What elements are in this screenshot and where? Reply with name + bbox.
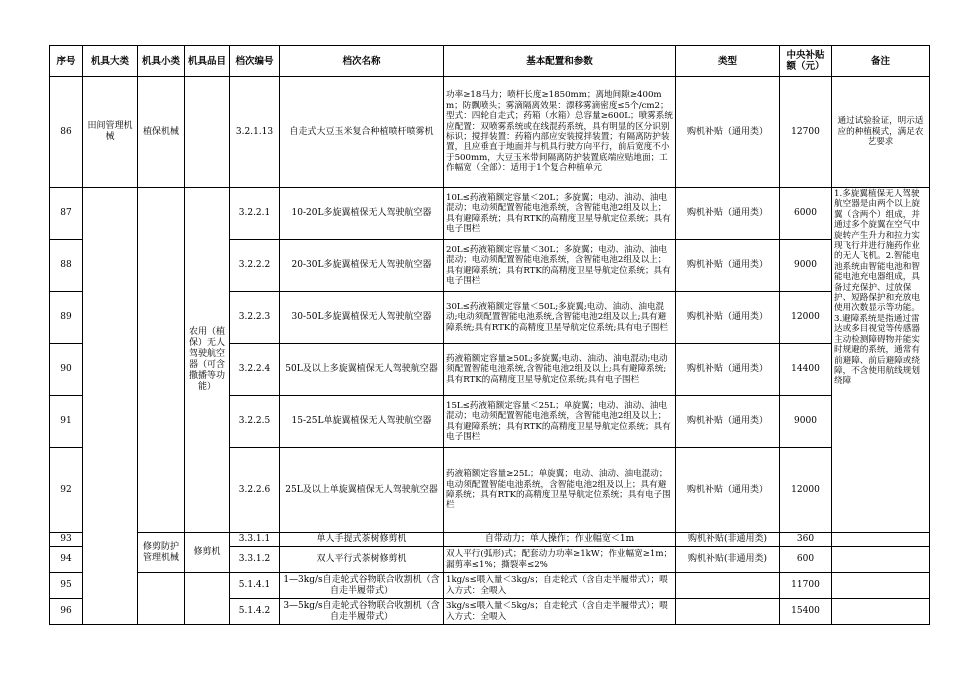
table-row [50,188,930,240]
row-name: 单人手提式茶树修剪机 [280,533,444,547]
header-item: 机具品目 [185,46,230,77]
row-params: 自带动力；单人操作；作业幅宽＜1m [444,533,676,547]
subsidy-table [49,45,930,625]
row-code: 3.2.2.6 [230,448,280,533]
row-code: 3.2.2.4 [230,344,280,396]
header-category-big: 机具大类 [83,46,138,77]
category-big-cell: 田间管理机械 [83,77,138,188]
row-subsidy: 6000 [780,188,832,240]
row-note-empty [832,573,930,599]
row-name: 10-20L多旋翼植保无人驾驶航空器 [280,188,444,240]
category-small-prune-cell: 修剪防护管理机械 [138,533,185,573]
row-code: 3.3.1.2 [230,547,280,573]
row-params: 双人平行(弧形)式；配套动力功率≥1kW；作业幅宽≥1m；漏剪率≤1%；撕裂率≤2% [444,547,676,573]
row-params: 药液箱额定容量≥50L;多旋翼;电动、油动、油电混动;电动须配置智能电池系统,含智能电池2组及以上;具有避障系统;具有RTK的高精度卫星导航定位系统;具有电子围栏 [444,344,676,396]
row-name: 3—5kg/s自走轮式谷物联合收割机（含自走半履带式） [280,599,444,625]
row-subsidy: 9000 [780,240,832,292]
row-note-empty [832,533,930,547]
header-name: 档次名称 [280,46,444,77]
row-code: 3.2.2.1 [230,188,280,240]
row-no: 86 [50,77,83,188]
row-subsidy: 600 [780,547,832,573]
row-type: 购机补贴（通用类） [676,188,780,240]
row-note: 通过试验验证，明示适应的种植模式，满足农艺要求 [832,77,930,188]
row-no: 88 [50,240,83,292]
header-params: 基本配置和参数 [444,46,676,77]
drone-note: 1.多旋翼植保无人驾驶航空器是由两个以上旋翼（含两个）组成，并通过多个旋翼在空气中旋转产生升力和拉力实现飞行并进行施药作业的无人飞机。2.智能电池系统由智能电池和智能电池充电器组成，具备过充保护、过放保护、短路保护和充放电使用次数显示等功能。3.避障系统是指通过雷达或多目视觉等传感器主动检测障碍物并能实时规避的系统，通常有前避障、前后避障或绕障，不含使用航线规划绕障 [832,188,930,533]
item-prune-cell: 修剪机 [185,533,230,573]
row-name: 15-25L单旋翼植保无人驾驶航空器 [280,396,444,448]
category-small-cell-empty [138,188,185,533]
row-name: 自走式大豆玉米复合种植喷杆喷雾机 [280,77,444,188]
row-type: 购机补贴（通用类） [676,448,780,533]
row-subsidy: 9000 [780,396,832,448]
row-name: 50L及以上多旋翼植保无人驾驶航空器 [280,344,444,396]
item-cell-empty [185,573,230,625]
row-params: 3kg/s≤喂入量＜5kg/s；自走轮式（含自走半履带式）；喂入方式：全喂入 [444,599,676,625]
category-small-cell-empty [138,573,185,625]
row-type: 购机补贴（通用类） [676,396,780,448]
row-type: 购机补贴（通用类） [676,344,780,396]
row-subsidy: 12000 [780,448,832,533]
row-note-empty [832,599,930,625]
header-note: 备注 [832,46,930,77]
row-type: 购机补贴（通用类） [676,292,780,344]
row-type [676,573,780,599]
row-params: 药液箱额定容量≥25L；单旋翼；电动、油动、油电混动；电动须配置智能电池系统，含智能电池2组及以上；具有避障系统；具有RTK的高精度卫星导航定位系统；具有电子围栏 [444,448,676,533]
row-name: 30-50L多旋翼植保无人驾驶航空器 [280,292,444,344]
header-type: 类型 [676,46,780,77]
row-code: 3.2.2.3 [230,292,280,344]
row-params: 15L≤药液箱额定容量＜25L；单旋翼；电动、油动、油电混动；电动须配置智能电池系统，含智能电池2组及以上；具有避障系统；具有RTK的高精度卫星导航定位系统；具有电子围栏 [444,396,676,448]
row-params: 1kg/s≤喂入量＜3kg/s；自走轮式（含自走半履带式）；喂入方式：全喂入 [444,573,676,599]
row-subsidy: 12000 [780,292,832,344]
row-params: 功率≥18马力；喷杆长度≥1850mm；离地间隙≥400mm；防飘喷头；雾滴隔离效果：漂移雾滴密度≤5个/cm2；型式：四轮自走式；药箱（水箱）总容量≥600L；喷雾系统应配置：双喷雾系统或在线混药系统，具有明显的区分识别标识；搅拌装置：药箱内部应安装搅拌装置；有隔离防护装置，且应垂直于地面并与机具行驶方向平行，前后宽度不小于500mm，大豆玉米带间隔离防护装置底端应贴地面；工作幅宽（全部）：适用于1个复合种植单元 [444,77,676,188]
row-code: 3.3.1.1 [230,533,280,547]
row-subsidy: 360 [780,533,832,547]
row-subsidy: 15400 [780,599,832,625]
table-header-row [50,46,930,77]
table-row [50,533,930,547]
row-params: 20L≤药液箱额定容量＜30L；多旋翼；电动、油动、油电混动；电动须配置智能电池系统，含智能电池2组及以上；具有避障系统；具有RTK的高精度卫星导航定位系统；具有电子围栏 [444,240,676,292]
table-row [50,77,930,188]
row-subsidy: 11700 [780,573,832,599]
row-no: 93 [50,533,83,547]
row-no: 90 [50,344,83,396]
row-name: 1—3kg/s自走轮式谷物联合收割机（含自走半履带式） [280,573,444,599]
row-no: 94 [50,547,83,573]
row-type [676,599,780,625]
category-big-cell-empty [83,188,138,625]
header-category-small: 机具小类 [138,46,185,77]
row-no: 95 [50,573,83,599]
row-no: 96 [50,599,83,625]
row-note-empty [832,547,930,573]
header-no: 序号 [50,46,83,77]
row-code: 3.2.1.13 [230,77,280,188]
category-small-cell: 植保机械 [138,77,185,188]
row-code: 3.2.2.5 [230,396,280,448]
row-type: 购机补贴(非通用类) [676,547,780,573]
row-code: 5.1.4.1 [230,573,280,599]
row-subsidy: 12700 [780,77,832,188]
row-no: 87 [50,188,83,240]
row-no: 91 [50,396,83,448]
row-code: 3.2.2.2 [230,240,280,292]
row-params: 30L≤药液箱额定容量＜50L;多旋翼;电动、油动、油电混动;电动须配置智能电池系统,含智能电池2组及以上;具有避障系统;具有RTK的高精度卫星导航定位系统;具有电子围栏 [444,292,676,344]
row-name: 双人平行式茶树修剪机 [280,547,444,573]
table-row [50,573,930,599]
row-code: 5.1.4.2 [230,599,280,625]
row-no: 92 [50,448,83,533]
item-drone-cell: 农用（植保）无人驾驶航空器（可含撒播等功能） [185,188,230,533]
row-subsidy: 14400 [780,344,832,396]
row-name: 20-30L多旋翼植保无人驾驶航空器 [280,240,444,292]
item-cell-empty [185,77,230,188]
row-type: 购机补贴（通用类） [676,77,780,188]
row-no: 89 [50,292,83,344]
row-type: 购机补贴（通用类） [676,240,780,292]
row-name: 25L及以上单旋翼植保无人驾驶航空器 [280,448,444,533]
header-subsidy: 中央补贴额（元） [780,46,832,77]
row-type: 购机补贴(非通用类) [676,533,780,547]
row-params: 10L≤药液箱额定容量＜20L；多旋翼；电动、油动、油电混动；电动须配置智能电池系统，含智能电池2组及以上；具有避障系统；具有RTK的高精度卫星导航定位系统；具有电子围栏 [444,188,676,240]
header-code: 档次编号 [230,46,280,77]
subsidy-table-page [49,45,929,625]
